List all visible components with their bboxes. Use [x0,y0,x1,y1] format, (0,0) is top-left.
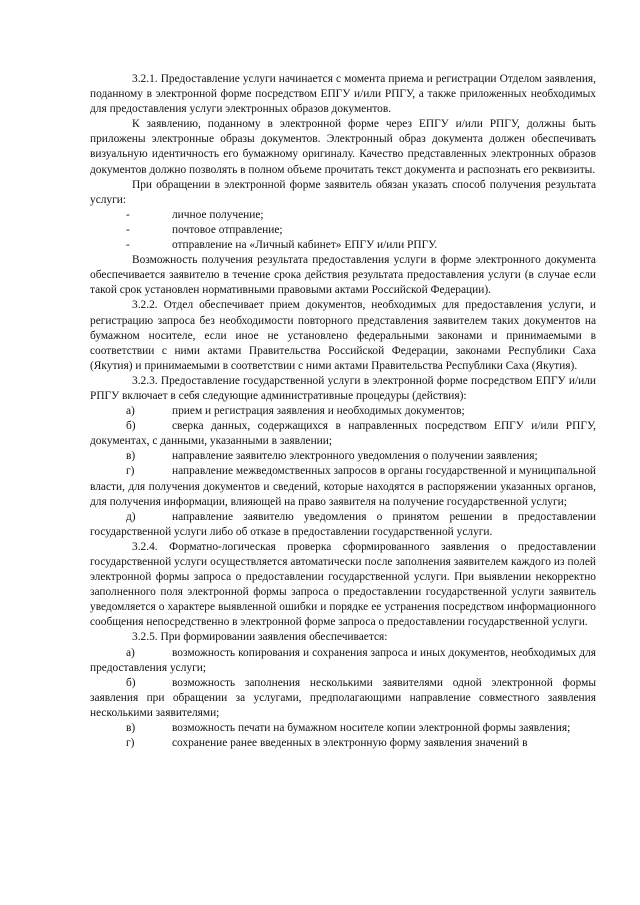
paragraph-3-2-2: 3.2.2. Отдел обеспечивает прием документов, необходимых для предоставления услуги, и регистрацию запроса без необходимости повторного представления заявителем таких документов на бумажном носителе, если иное не установлено федеральными законами и принимаемыми в соответствии с ними актами Правительства Российской Федерации, законами Республики Саха (Якутия) и принимаемыми в соответствии с ними актами Правительства Республики Саха (Якутия). [90,299,596,372]
paragraph-3-2-3: 3.2.3. Предоставление государственной услуги в электронной форме посредством ЕПГУ и/или РПГУ включает в себя следующие административные процедуры (действия): [90,374,596,402]
list-marker: - [126,223,130,236]
list-marker: г) [126,465,135,478]
paragraph-3-2-1: 3.2.1. Предоставление услуги начинается с момента приема и регистрации Отделом заявления, поданному в электронной форме посредством ЕПГУ и/или РПГУ, а также приложенных необходимых для предоставления услуги электронных образов документов. [90,73,596,116]
list-item-text: сверка данных, содержащихся в направленных посредством ЕПГУ и/или РПГУ, документах, с данными, указанными в заявлении; [90,420,596,448]
list-item [90,404,596,419]
list-item-text: отправление на «Личный кабинет» ЕПГУ и/или РПГУ. [172,239,438,252]
list-marker: в) [126,722,136,735]
paragraph-3-2-5: 3.2.5. При формировании заявления обеспечивается: [132,631,388,644]
list-item-text: прием и регистрация заявления и необходимых документов; [172,405,465,418]
list-item-text: возможность заполнения несколькими заявителями одной электронной формы заявления при обращении за услугами, предполагающими направление совместного заявления несколькими заявителями; [90,676,596,719]
paragraph-result-method: При обращении в электронной форме заявитель обязан указать способ получения результата услуги: [90,178,596,206]
list-item [90,208,596,223]
list-item [90,736,596,751]
list-item-text: возможность копирования и сохранения запроса и иных документов, необходимых для предоставления услуги; [90,646,596,674]
list-item [90,464,596,509]
list-item [90,238,596,253]
list-marker: а) [126,405,135,418]
list-item [90,419,596,449]
list-item [90,223,596,238]
list-item-text: почтовое отправление; [172,223,283,236]
paragraph-attachments: К заявлению, поданному в электронной форме через ЕПГУ и/или РПГУ, должны быть приложены электронные образы документов. Электронный образ документа должен обеспечивать визуальную идентичность его бумажному оригиналу. Качество представленных электронных образов документов должно позволять в полном объеме прочитать текст документа и распознать его реквизиты. [90,118,596,176]
list-item-text: направление заявителю уведомления о принятом решении в предоставлении государственной услуги либо об отказе в предоставлении государственной услуги. [90,510,596,538]
list-marker: в) [126,450,136,463]
list-item [90,449,596,464]
list-marker: - [126,208,130,221]
list-item-text: личное получение; [172,208,264,221]
list-marker: д) [126,510,136,523]
list-item [90,646,596,676]
list-marker: а) [126,646,135,659]
list-marker: г) [126,737,135,750]
list-item-text: сохранение ранее введенных в электронную форму заявления значений в [172,737,528,750]
list-marker: б) [126,676,136,689]
paragraph-electronic-result: Возможность получения результата предоставления услуги в форме электронного документа обеспечивается заявителю в течение срока действия результата предоставления услуги (в случае если такой срок установлен нормативными правовыми актами Российской Федерации). [90,254,596,297]
list-item-text: возможность печати на бумажном носителе копии электронной формы заявления; [172,722,571,735]
paragraph-3-2-4: 3.2.4. Форматно-логическая проверка сформированного заявления о предоставлении государственной услуги осуществляется автоматически после заполнения заявителем каждого из полей электронной формы запроса о предоставлении государственной услуги. При выявлении некорректно заполненного поля электронной формы запроса о предоставлении государственной услуги заявитель уведомляется о характере выявленной ошибки и порядке ее устранения посредством информационного сообщения непосредственно в электронной форме запроса о предоставлении государственной услуги. [90,540,596,629]
list-marker: б) [126,420,136,433]
list-item [90,721,596,736]
list-marker: - [126,239,130,252]
list-item-text: направление заявителю электронного уведомления о получении заявления; [172,450,538,463]
list-item [90,676,596,721]
list-item [90,510,596,540]
list-item-text: направление межведомственных запросов в органы государственной и муниципальной власти, для получения документов и сведений, которые находятся в распоряжении указанных органов, для получения информации, влияющей на право заявителя на получение государственной услуги; [90,465,596,508]
